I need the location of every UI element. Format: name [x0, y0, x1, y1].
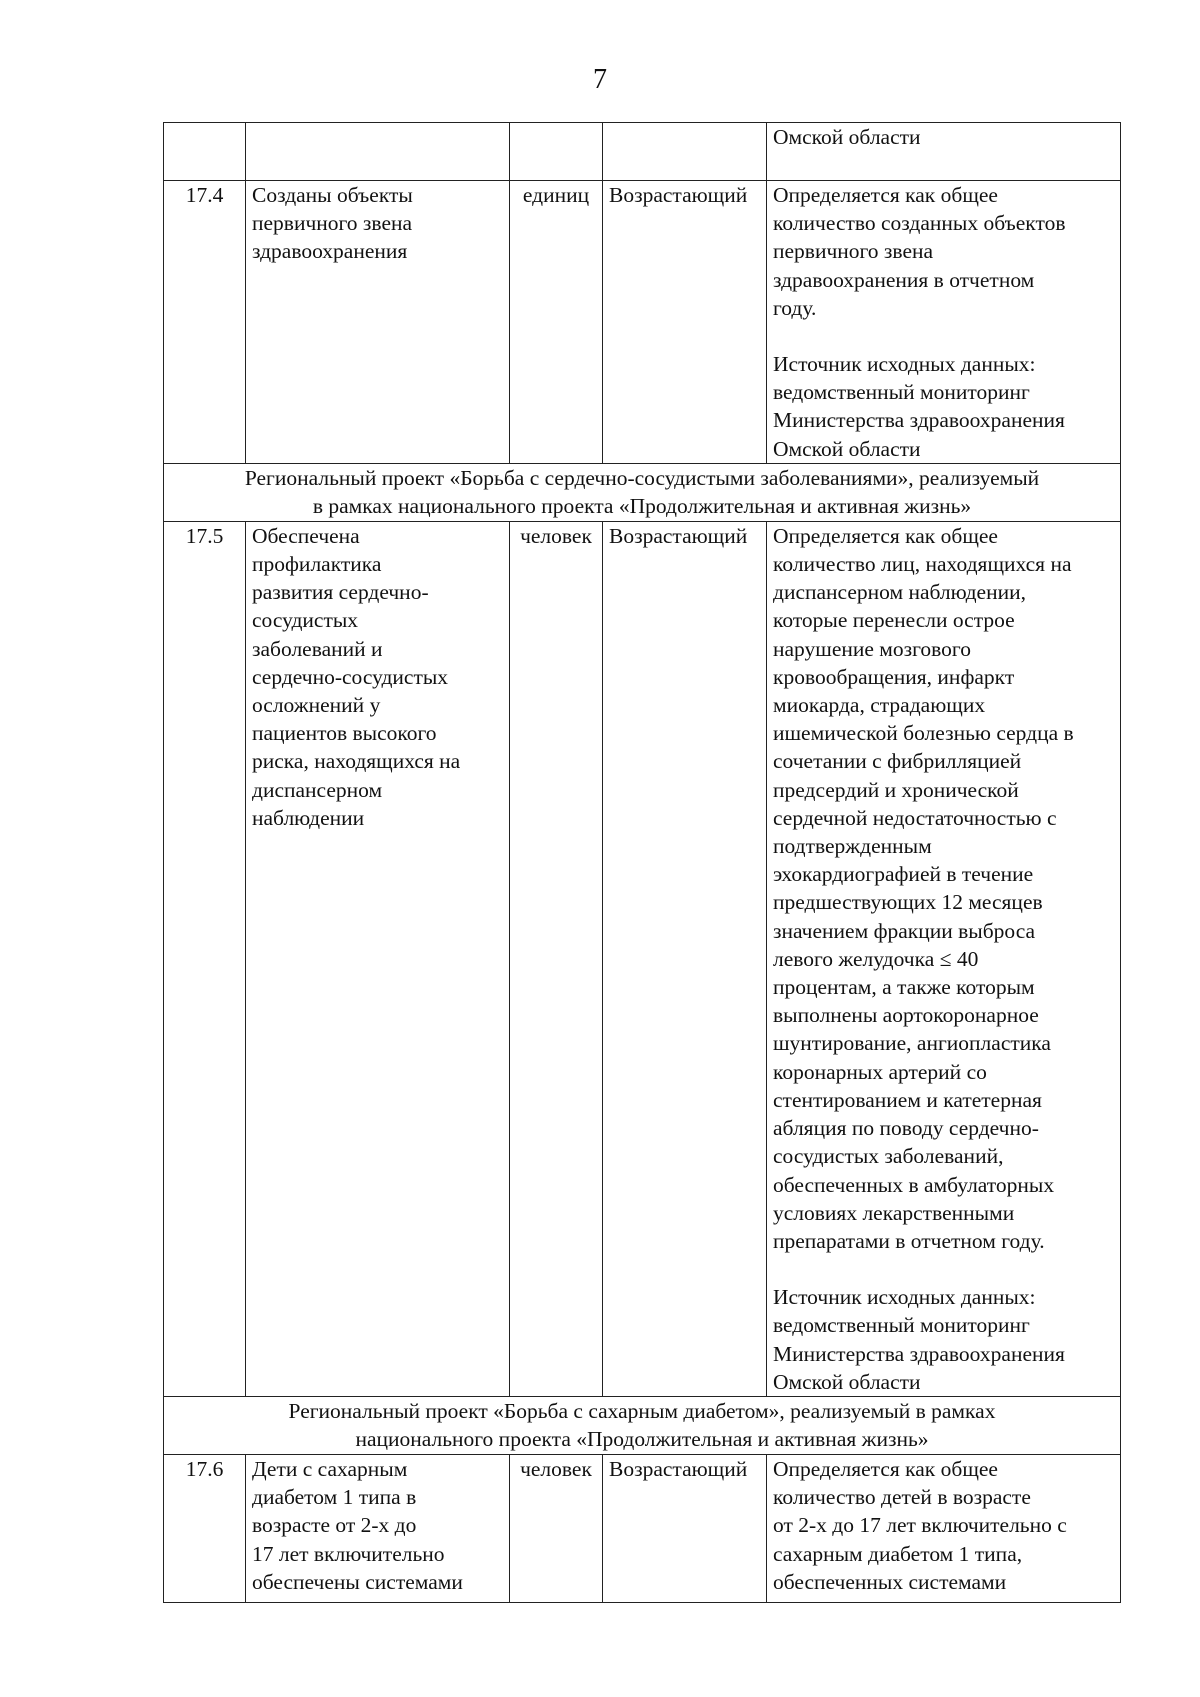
method-text: Определяется как общее количество детей в возрасте от 2-х до 17 лет включительно с сахарным диабетом 1 типа, обеспеченных системами: [773, 1456, 1067, 1594]
section-row-cardio: [164, 463, 1121, 521]
source-text: Источник исходных данных: ведомственный мониторинг Министерства здравоохранения Омской области: [773, 1285, 1065, 1394]
method-text: Определяется как общее количество лиц, находящихся на диспансерном наблюдении, которые перенесли острое нарушение мозгового кровообращения, инфаркт миокарда, страдающих ишемической болезнью сердца в сочетании с фибрилляцией предсердий и хронической сердечной недостаточностью с подтвержденным эхокардиографией в течение предшествующих 12 месяцев значением фракции выброса левого желудочка ≤ 40 процентам, а также которым выполнены аортокоронарное шунтирование, ангиопластика коронарных артерий со стентированием и катетерная абляция по поводу сердечно- сосудистых заболеваний, обеспеченных в амбулаторных условиях лекарственными препаратами в отчетном году.: [773, 523, 1074, 1253]
cell-method: [767, 181, 1121, 464]
cell-direction: Возрастающий: [603, 521, 767, 1396]
source-text: Источник исходных данных: ведомственный мониторинг Министерства здравоохранения Омской области: [773, 352, 1065, 461]
page-number: 7: [593, 64, 607, 95]
section-heading: [164, 463, 1121, 521]
table-row-17-5: [164, 521, 1121, 1396]
cell-indicator-name: [246, 521, 510, 1396]
indicators-table: [163, 122, 1121, 1603]
cell-direction: [603, 123, 767, 181]
cell-unit: человек: [510, 521, 603, 1396]
cell-unit: человек: [510, 1454, 603, 1602]
cell-number: 17.6: [164, 1454, 246, 1602]
method-text: Определяется как общее количество созданных объектов первичного звена здравоохранения в отчетном году.: [773, 183, 1066, 320]
indicator-name-text: Дети с сахарным диабетом 1 типа в возрасте от 2-х до 17 лет включительно обеспечены системами: [252, 1456, 463, 1594]
cell-number: 17.5: [164, 521, 246, 1396]
table-row-17-4: [164, 181, 1121, 464]
table-row-continuation: [164, 123, 1121, 181]
section-row-diabetes: [164, 1396, 1121, 1454]
cell-indicator-name: [246, 123, 510, 181]
section-heading-text: Региональный проект «Борьба с сахарным диабетом», реализуемый в рамках национального проекта «Продолжительная и активная жизнь»: [288, 1398, 996, 1452]
cell-unit: единиц: [510, 181, 603, 464]
indicator-name-text: Обеспечена профилактика развития сердечно- сосудистых заболеваний и сердечно-сосудистых осложнений у пациентов высокого риска, находящихся на диспансерном наблюдении: [252, 523, 461, 830]
indicator-name-text: Созданы объекты первичного звена здравоохранения: [252, 183, 413, 264]
table-row-17-6: [164, 1454, 1121, 1602]
cell-indicator-name: [246, 1454, 510, 1602]
section-heading-text: Региональный проект «Борьба с сердечно-сосудистыми заболеваниями», реализуемый в рамках национального проекта «Продолжительная и активная жизнь»: [244, 465, 1040, 519]
cell-method: [767, 1454, 1121, 1602]
cell-unit: [510, 123, 603, 181]
cell-number: [164, 123, 246, 181]
cell-indicator-name: [246, 181, 510, 464]
section-heading: [164, 1396, 1121, 1454]
method-text: Омской области: [773, 125, 921, 149]
cell-number: 17.4: [164, 181, 246, 464]
cell-method: [767, 123, 1121, 181]
cell-method: [767, 521, 1121, 1396]
cell-direction: Возрастающий: [603, 1454, 767, 1602]
cell-direction: Возрастающий: [603, 181, 767, 464]
